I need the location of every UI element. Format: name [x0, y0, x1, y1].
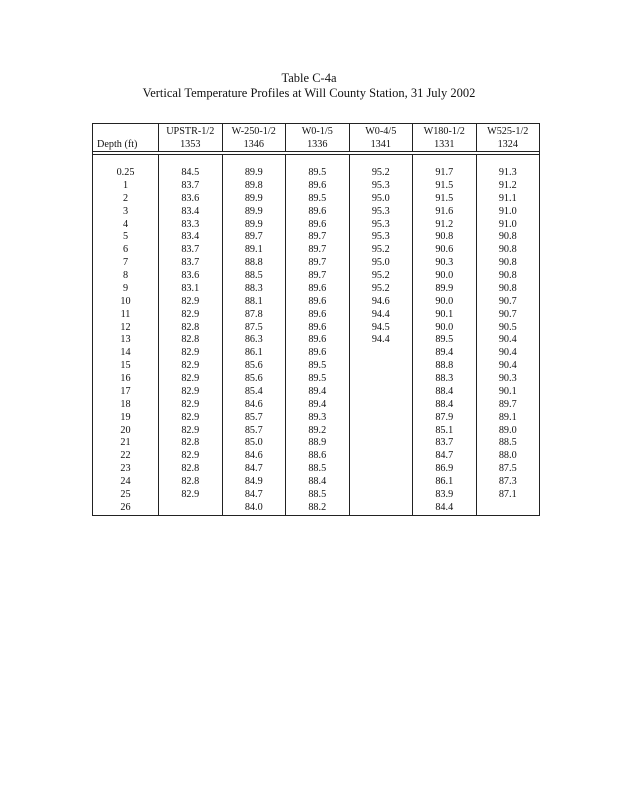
table-row [93, 309, 540, 322]
temperature-cell: 82.9 [159, 386, 223, 399]
temperature-cell: 83.6 [159, 193, 223, 206]
temperature-cell [349, 463, 413, 476]
temperature-cell: 89.7 [286, 231, 350, 244]
temperature-cell: 82.9 [159, 296, 223, 309]
depth-cell: 13 [93, 334, 159, 347]
temperature-cell: 87.5 [222, 322, 286, 335]
temperature-cell: 85.7 [222, 412, 286, 425]
temperature-cell: 89.6 [286, 347, 350, 360]
table-row [93, 347, 540, 360]
temperature-cell: 89.2 [286, 425, 350, 438]
temperature-cell: 88.6 [286, 450, 350, 463]
table-row [93, 193, 540, 206]
temperature-cell: 84.7 [222, 463, 286, 476]
column-time-header: 1331 [413, 138, 477, 152]
temperature-cell: 89.1 [222, 244, 286, 257]
temperature-cell: 89.8 [222, 180, 286, 193]
temperature-cell: 90.7 [476, 296, 540, 309]
depth-cell: 25 [93, 489, 159, 502]
table-row [93, 270, 540, 283]
temperature-cell: 89.5 [413, 334, 477, 347]
temperature-cell: 95.3 [349, 206, 413, 219]
temperature-cell [349, 360, 413, 373]
table-row [93, 489, 540, 502]
temperature-cell: 83.4 [159, 231, 223, 244]
temperature-cell: 94.4 [349, 334, 413, 347]
depth-header: Depth (ft) [93, 138, 159, 152]
temperature-cell: 89.7 [286, 257, 350, 270]
temperature-cell: 89.4 [413, 347, 477, 360]
temperature-cell: 95.2 [349, 244, 413, 257]
depth-cell: 18 [93, 399, 159, 412]
depth-cell: 24 [93, 476, 159, 489]
temperature-cell: 88.8 [222, 257, 286, 270]
temperature-cell [349, 399, 413, 412]
temperature-cell: 91.5 [413, 180, 477, 193]
temperature-cell: 95.2 [349, 283, 413, 296]
column-station-header: W525-1/2 [476, 124, 540, 139]
column-time-header: 1324 [476, 138, 540, 152]
temperature-cell: 89.5 [286, 193, 350, 206]
temperature-cell: 87.1 [476, 489, 540, 502]
depth-cell: 12 [93, 322, 159, 335]
temperature-cell: 83.1 [159, 283, 223, 296]
depth-cell: 8 [93, 270, 159, 283]
temperature-cell: 95.2 [349, 167, 413, 180]
temperature-cell: 94.6 [349, 296, 413, 309]
table-subtitle: Vertical Temperature Profiles at Will County Station, 31 July 2002 [142, 86, 476, 100]
temperature-cell: 91.5 [413, 193, 477, 206]
temperature-cell: 82.9 [159, 309, 223, 322]
temperature-cell: 89.4 [286, 399, 350, 412]
temperature-cell: 82.9 [159, 399, 223, 412]
temperature-cell: 89.9 [222, 193, 286, 206]
table-header [93, 124, 540, 152]
temperature-cell: 90.8 [476, 231, 540, 244]
column-time-header: 1353 [159, 138, 223, 152]
temperature-cell [349, 476, 413, 489]
depth-cell: 23 [93, 463, 159, 476]
depth-cell: 6 [93, 244, 159, 257]
temperature-cell: 89.4 [286, 386, 350, 399]
temperature-cell: 91.3 [476, 167, 540, 180]
temperature-cell: 83.6 [159, 270, 223, 283]
temperature-cell: 94.4 [349, 309, 413, 322]
temperature-cell: 85.7 [222, 425, 286, 438]
table-row [93, 450, 540, 463]
temperature-cell [349, 347, 413, 360]
table-row [93, 257, 540, 270]
temperature-cell: 83.4 [159, 206, 223, 219]
temperature-cell: 82.9 [159, 412, 223, 425]
temperature-cell: 90.7 [476, 309, 540, 322]
temperature-cell [349, 450, 413, 463]
temperature-cell: 91.0 [476, 206, 540, 219]
depth-cell: 14 [93, 347, 159, 360]
temperature-cell: 89.9 [222, 167, 286, 180]
temperature-cell: 89.6 [286, 334, 350, 347]
temperature-cell: 86.3 [222, 334, 286, 347]
temperature-cell: 85.1 [413, 425, 477, 438]
temperature-cell [159, 502, 223, 515]
depth-cell: 0.25 [93, 167, 159, 180]
depth-cell: 11 [93, 309, 159, 322]
temperature-cell: 89.7 [222, 231, 286, 244]
temperature-cell: 89.9 [413, 283, 477, 296]
temperature-cell: 85.4 [222, 386, 286, 399]
temperature-cell: 88.8 [413, 360, 477, 373]
depth-header-top [93, 124, 159, 139]
column-station-header: W-250-1/2 [222, 124, 286, 139]
temperature-cell: 95.0 [349, 193, 413, 206]
table-row [93, 463, 540, 476]
table-row [93, 399, 540, 412]
temperature-cell: 85.0 [222, 437, 286, 450]
temperature-cell: 87.8 [222, 309, 286, 322]
depth-cell: 7 [93, 257, 159, 270]
temperature-cell: 82.9 [159, 450, 223, 463]
temperature-cell: 87.5 [476, 463, 540, 476]
table-row [93, 322, 540, 335]
temperature-cell: 84.6 [222, 399, 286, 412]
depth-cell: 16 [93, 373, 159, 386]
temperature-cell: 89.6 [286, 283, 350, 296]
temperature-cell: 84.7 [222, 489, 286, 502]
table-row [93, 502, 540, 515]
temperature-cell: 88.4 [286, 476, 350, 489]
temperature-cell: 89.6 [286, 219, 350, 232]
temperature-cell: 88.2 [286, 502, 350, 515]
temperature-cell: 90.6 [413, 244, 477, 257]
temperature-cell: 82.9 [159, 373, 223, 386]
temperature-cell: 88.5 [222, 270, 286, 283]
depth-cell: 26 [93, 502, 159, 515]
temperature-cell [349, 386, 413, 399]
table-row [93, 360, 540, 373]
temperature-cell: 83.7 [159, 180, 223, 193]
temperature-cell: 88.4 [413, 399, 477, 412]
temperature-cell: 90.0 [413, 270, 477, 283]
temperature-cell: 90.4 [476, 347, 540, 360]
temperature-cell [349, 437, 413, 450]
temperature-cell: 95.3 [349, 231, 413, 244]
temperature-cell: 84.4 [413, 502, 477, 515]
temperature-cell: 89.5 [286, 360, 350, 373]
temperature-cell: 83.3 [159, 219, 223, 232]
temperature-cell: 82.9 [159, 360, 223, 373]
temperature-cell: 94.5 [349, 322, 413, 335]
table-row [93, 373, 540, 386]
table-row [93, 180, 540, 193]
temperature-cell: 87.3 [476, 476, 540, 489]
temperature-cell: 82.8 [159, 322, 223, 335]
temperature-cell: 89.0 [476, 425, 540, 438]
temperature-cell: 86.1 [413, 476, 477, 489]
table-row [93, 244, 540, 257]
temperature-cell: 86.1 [222, 347, 286, 360]
temperature-cell: 88.9 [286, 437, 350, 450]
temperature-cell: 89.5 [286, 373, 350, 386]
temperature-cell: 91.2 [476, 180, 540, 193]
table-row [93, 167, 540, 180]
depth-cell: 9 [93, 283, 159, 296]
temperature-cell: 83.7 [159, 244, 223, 257]
temperature-cell: 90.4 [476, 360, 540, 373]
temperature-cell: 85.6 [222, 360, 286, 373]
temperature-cell: 90.0 [413, 296, 477, 309]
temperature-cell: 84.5 [159, 167, 223, 180]
temperature-cell: 90.4 [476, 334, 540, 347]
table-row [93, 386, 540, 399]
temperature-cell: 89.3 [286, 412, 350, 425]
temperature-cell: 90.8 [476, 270, 540, 283]
temperature-cell: 83.7 [159, 257, 223, 270]
temperature-cell: 84.6 [222, 450, 286, 463]
temperature-cell [476, 502, 540, 515]
column-station-header: W0-4/5 [349, 124, 413, 139]
temperature-cell: 84.0 [222, 502, 286, 515]
column-station-header: W180-1/2 [413, 124, 477, 139]
temperature-cell: 88.5 [286, 463, 350, 476]
temperature-cell: 82.9 [159, 425, 223, 438]
temperature-table [92, 123, 540, 516]
depth-cell: 21 [93, 437, 159, 450]
depth-cell: 3 [93, 206, 159, 219]
depth-cell: 22 [93, 450, 159, 463]
depth-cell: 1 [93, 180, 159, 193]
temperature-cell: 90.3 [413, 257, 477, 270]
temperature-cell: 90.1 [476, 386, 540, 399]
temperature-cell: 90.8 [476, 257, 540, 270]
temperature-cell [349, 489, 413, 502]
temperature-cell: 90.8 [476, 283, 540, 296]
temperature-cell: 91.0 [476, 219, 540, 232]
column-time-header: 1336 [286, 138, 350, 152]
depth-cell: 17 [93, 386, 159, 399]
table-row [93, 283, 540, 296]
temperature-cell: 82.9 [159, 489, 223, 502]
column-station-header: UPSTR-1/2 [159, 124, 223, 139]
temperature-cell: 84.7 [413, 450, 477, 463]
temperature-cell: 89.1 [476, 412, 540, 425]
depth-cell: 20 [93, 425, 159, 438]
temperature-cell: 89.7 [286, 270, 350, 283]
table-row [93, 206, 540, 219]
temperature-cell: 89.6 [286, 296, 350, 309]
temperature-cell: 82.8 [159, 476, 223, 489]
depth-cell: 5 [93, 231, 159, 244]
depth-cell: 4 [93, 219, 159, 232]
table-title: Table C-4a [281, 71, 337, 85]
temperature-cell: 90.8 [476, 244, 540, 257]
table-row [93, 476, 540, 489]
table-body [93, 152, 540, 516]
column-time-header: 1341 [349, 138, 413, 152]
temperature-cell: 82.8 [159, 437, 223, 450]
temperature-cell: 85.6 [222, 373, 286, 386]
temperature-cell: 88.5 [476, 437, 540, 450]
table-row [93, 219, 540, 232]
temperature-cell: 91.2 [413, 219, 477, 232]
depth-cell: 10 [93, 296, 159, 309]
temperature-cell: 89.5 [286, 167, 350, 180]
temperature-cell: 95.2 [349, 270, 413, 283]
temperature-cell: 95.3 [349, 219, 413, 232]
temperature-cell: 95.3 [349, 180, 413, 193]
temperature-cell [349, 502, 413, 515]
temperature-cell: 90.8 [413, 231, 477, 244]
temperature-cell: 90.3 [476, 373, 540, 386]
temperature-cell: 84.9 [222, 476, 286, 489]
table-row [93, 425, 540, 438]
temperature-cell: 82.9 [159, 347, 223, 360]
temperature-cell: 89.9 [222, 219, 286, 232]
temperature-cell: 88.3 [222, 283, 286, 296]
table-row [93, 437, 540, 450]
table-row [93, 231, 540, 244]
temperature-cell: 88.0 [476, 450, 540, 463]
temperature-cell: 89.9 [222, 206, 286, 219]
temperature-cell: 90.5 [476, 322, 540, 335]
temperature-cell: 89.6 [286, 309, 350, 322]
temperature-cell: 87.9 [413, 412, 477, 425]
temperature-cell: 82.8 [159, 463, 223, 476]
temperature-cell: 89.7 [476, 399, 540, 412]
temperature-cell: 88.5 [286, 489, 350, 502]
temperature-cell: 90.1 [413, 309, 477, 322]
table-row [93, 296, 540, 309]
depth-cell: 19 [93, 412, 159, 425]
temperature-cell: 88.1 [222, 296, 286, 309]
temperature-cell: 88.3 [413, 373, 477, 386]
table-row [93, 412, 540, 425]
temperature-cell: 90.0 [413, 322, 477, 335]
temperature-cell: 82.8 [159, 334, 223, 347]
temperature-cell: 95.0 [349, 257, 413, 270]
table-row [93, 334, 540, 347]
temperature-cell [349, 425, 413, 438]
temperature-cell [349, 373, 413, 386]
temperature-cell: 83.7 [413, 437, 477, 450]
column-time-header: 1346 [222, 138, 286, 152]
depth-cell: 2 [93, 193, 159, 206]
temperature-cell: 83.9 [413, 489, 477, 502]
column-station-header: W0-1/5 [286, 124, 350, 139]
temperature-cell: 89.6 [286, 180, 350, 193]
temperature-cell: 88.4 [413, 386, 477, 399]
temperature-cell: 91.1 [476, 193, 540, 206]
depth-cell: 15 [93, 360, 159, 373]
temperature-cell: 89.7 [286, 244, 350, 257]
temperature-cell: 89.6 [286, 206, 350, 219]
temperature-cell: 91.7 [413, 167, 477, 180]
temperature-cell [349, 412, 413, 425]
temperature-cell: 86.9 [413, 463, 477, 476]
temperature-cell: 91.6 [413, 206, 477, 219]
temperature-cell: 89.6 [286, 322, 350, 335]
